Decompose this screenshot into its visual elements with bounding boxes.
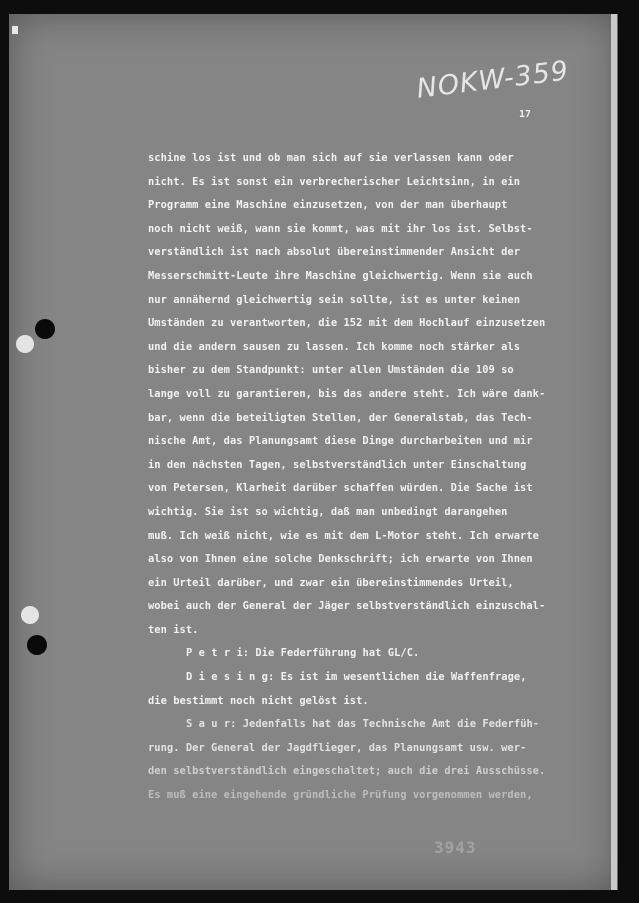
body-text — [148, 147, 608, 808]
text-line: rung. Der General der Jagdflieger, das Planungsamt usw. wer- — [148, 741, 527, 754]
text-line: und die andern sausen zu lassen. Ich komme noch stärker als — [148, 340, 521, 353]
text-line: D i e s i n g: Es ist im wesentlichen die Waffenfrage, — [186, 671, 527, 684]
text-line: lange voll zu garantieren, bis das andere steht. Ich wäre dank- — [148, 387, 546, 400]
text-line: bisher zu dem Standpunkt: unter allen Umständen die 109 so — [148, 364, 514, 377]
text-line: wobei auch der General der Jäger selbstverständlich einzuschal- — [148, 600, 546, 613]
text-line: S a u r: Jedenfalls hat das Technische Amt die Federfüh- — [186, 718, 540, 731]
text-line: in den nächsten Tagen, selbstverständlich unter Einschaltung — [148, 458, 527, 471]
punch-hole-lower — [27, 635, 47, 655]
text-line: muß. Ich weiß nicht, wie es mit dem L-Motor steht. Ich erwarte — [148, 529, 539, 542]
text-line: bar, wenn die beteiligten Stellen, der Generalstab, das Tech- — [148, 411, 533, 424]
text-line: verständlich ist nach absolut übereinstimmender Ansicht der — [148, 246, 521, 259]
text-line: noch nicht weiß, wann sie kommt, was mit ihr los ist. Selbst- — [148, 222, 533, 235]
stamp-number: 3943 — [434, 838, 477, 857]
text-line: von Petersen, Klarheit darüber schaffen würden. Die Sache ist — [148, 482, 533, 495]
text-line: also von Ihnen eine solche Denkschrift; ich erwarte von Ihnen — [148, 553, 533, 566]
text-line: nische Amt, das Planungsamt diese Dinge durcharbeiten und mir — [148, 435, 533, 448]
text-line: P e t r i: Die Federführung hat GL/C. — [186, 647, 420, 660]
text-line: Es muß eine eingehende gründliche Prüfung vorgenommen werden, — [148, 789, 533, 802]
punch-hole-lower-light — [21, 606, 39, 624]
page-number: 17 — [519, 109, 532, 120]
text-line: nicht. Es ist sonst ein verbrecherischer Leichtsinn, in ein — [148, 175, 521, 188]
text-line: Umständen zu verantworten, die 152 mit dem Hochlauf einzusetzen — [148, 317, 546, 330]
text-line: die bestimmt noch nicht gelöst ist. — [148, 694, 369, 707]
punch-hole-upper — [35, 319, 55, 339]
page-edge — [611, 14, 617, 890]
punch-hole-upper-light — [16, 335, 34, 353]
text-line: den selbstverständlich eingeschaltet; auch die drei Ausschüsse. — [148, 765, 546, 778]
text-line: Messerschmitt-Leute ihre Maschine gleichwertig. Wenn sie auch — [148, 269, 533, 282]
text-line: ten ist. — [148, 623, 199, 636]
text-line: nur annähernd gleichwertig sein sollte, ist es unter keinen — [148, 293, 521, 306]
archive-reference: NOKW-359 — [415, 55, 571, 105]
text-line: Programm eine Maschine einzusetzen, von der man überhaupt — [148, 199, 508, 212]
corner-mark — [12, 26, 18, 34]
text-line: ein Urteil darüber, und zwar ein übereinstimmendes Urteil, — [148, 576, 514, 589]
text-line: wichtig. Sie ist so wichtig, daß man unbedingt darangehen — [148, 505, 508, 518]
text-line: schine los ist und ob man sich auf sie verlassen kann oder — [148, 152, 514, 164]
